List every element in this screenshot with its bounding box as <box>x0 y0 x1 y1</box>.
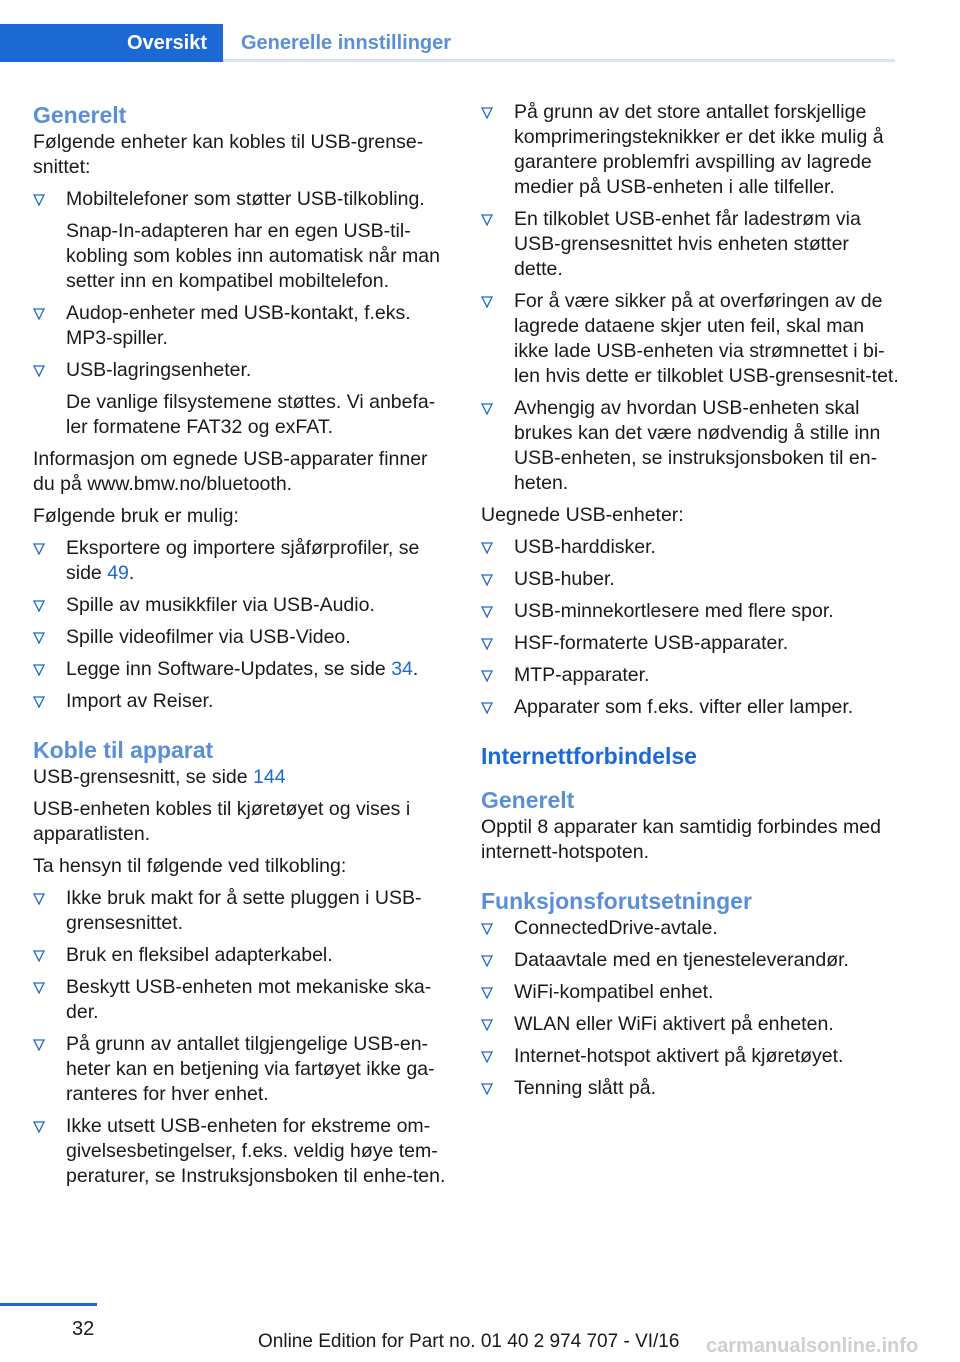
list-item-text: Mobiltelefoner som støtter USB-tilkobling. <box>66 188 425 210</box>
triangle-bullet-icon <box>481 606 493 618</box>
list-item <box>481 980 899 1005</box>
triangle-bullet-icon <box>481 1019 493 1031</box>
triangle-bullet-icon <box>481 702 493 714</box>
usb-notes-list <box>481 100 899 496</box>
triangle-bullet-icon <box>481 107 493 119</box>
list-item <box>481 1044 899 1069</box>
heading-generelt: Generelt <box>33 102 127 128</box>
list-item <box>33 187 453 294</box>
triangle-bullet-icon <box>481 923 493 935</box>
list-item <box>481 599 899 624</box>
list-item-text: Legge inn Software-Updates, se side <box>66 658 392 680</box>
list-item-text: WLAN eller WiFi aktivert på enheten. <box>514 1013 834 1035</box>
left-column <box>33 100 453 1196</box>
triangle-bullet-icon <box>33 1039 45 1051</box>
triangle-bullet-icon <box>33 950 45 962</box>
list-item-text: En tilkoblet USB-enhet får ladestrøm via USB-grensesnittet hvis enheten støtter dette. <box>514 208 861 280</box>
paragraph-hotspot: Opptil 8 apparater kan samtidig forbindes med internett-hotspoten. <box>481 816 881 863</box>
list-item-text: På grunn av det store antallet forskjellige komprimeringsteknikker er det ikke mulig å garantere problemfri avspilling av lagrede medier på USB-enheten i alle tilfeller. <box>514 101 884 198</box>
usage-list <box>33 536 453 714</box>
paragraph-info: Informasjon om egnede USB-apparater finner du på www.bmw.no/bluetooth. <box>33 448 428 495</box>
list-item <box>481 289 899 389</box>
list-item-text: Dataavtale med en tjenesteleverandør. <box>514 949 849 971</box>
list-item-text: Spille videofilmer via USB-Video. <box>66 626 351 648</box>
list-item <box>33 1032 453 1107</box>
triangle-bullet-icon <box>33 308 45 320</box>
heading-funksjonsforutsetninger: Funksjonsforutsetninger <box>481 888 752 914</box>
list-item-text-end: . <box>128 562 135 584</box>
list-item-text: HSF-formaterte USB-apparater. <box>514 632 789 654</box>
list-item <box>481 948 899 973</box>
heading-koble-til-apparat: Koble til apparat <box>33 737 214 763</box>
triangle-bullet-icon <box>33 982 45 994</box>
triangle-bullet-icon <box>33 632 45 644</box>
triangle-bullet-icon <box>481 574 493 586</box>
paragraph-notes: Ta hensyn til følgende ved tilkobling: <box>33 855 347 877</box>
usb-device-list <box>33 187 453 440</box>
header-divider <box>223 59 895 62</box>
triangle-bullet-icon <box>33 664 45 676</box>
triangle-bullet-icon <box>481 987 493 999</box>
list-item-text: Avhengig av hvordan USB-enheten skal brukes kan det være nødvendig å stille inn USB-enheten, se instruksjonsboken til en-heten. <box>514 397 881 494</box>
list-item-text: På grunn av antallet tilgjengelige USB-en-heter kan en betjening via fartøyet ikke ga-ranteres for hver enhet. <box>66 1033 435 1105</box>
paragraph-usb-interface <box>33 765 453 790</box>
list-item <box>481 567 899 592</box>
triangle-bullet-icon <box>481 403 493 415</box>
list-item <box>481 695 899 720</box>
list-item-text: Internet-hotspot aktivert på kjøretøyet. <box>514 1045 844 1067</box>
list-item <box>33 358 453 440</box>
list-item <box>33 943 453 968</box>
paragraph-usage: Følgende bruk er mulig: <box>33 505 239 527</box>
page-number: 32 <box>72 1318 95 1340</box>
list-item-text: MTP-apparater. <box>514 664 650 686</box>
list-item-text: USB-lagringsenheter. <box>66 359 252 381</box>
list-item-text: Import av Reiser. <box>66 690 214 712</box>
triangle-bullet-icon <box>33 600 45 612</box>
triangle-bullet-icon <box>33 365 45 377</box>
paragraph-unsuitable: Uegnede USB-enheter: <box>481 504 684 526</box>
tab-oversikt[interactable]: Oversikt <box>0 24 223 62</box>
list-item-text: USB-huber. <box>514 568 615 590</box>
list-item-text: Bruk en fleksibel adapterkabel. <box>66 944 333 966</box>
list-item <box>481 663 899 688</box>
list-item-subtext: Snap-In-adapteren har en egen USB-til-kobling som kobles inn automatisk når man setter inn en kompatibel mobiltelefon. <box>66 220 440 292</box>
triangle-bullet-icon <box>33 543 45 555</box>
triangle-bullet-icon <box>481 638 493 650</box>
triangle-bullet-icon <box>481 1083 493 1095</box>
triangle-bullet-icon <box>33 696 45 708</box>
footer-divider <box>0 1303 97 1306</box>
list-item <box>481 1076 899 1101</box>
list-item <box>481 207 899 282</box>
list-item <box>33 625 453 650</box>
list-item-text: WiFi-kompatibel enhet. <box>514 981 714 1003</box>
page-link-144[interactable]: 144 <box>253 766 286 788</box>
list-item-text: USB-harddisker. <box>514 536 656 558</box>
triangle-bullet-icon <box>481 1051 493 1063</box>
triangle-bullet-icon <box>33 194 45 206</box>
list-item <box>33 886 453 936</box>
triangle-bullet-icon <box>481 296 493 308</box>
page-link-34[interactable]: 34 <box>391 658 413 680</box>
list-item-text: Ikke utsett USB-enheten for ekstreme om-givelsesbetingelser, f.eks. veldig høye tem-peraturer, se Instruksjonsboken til enhe-ten. <box>66 1115 446 1187</box>
triangle-bullet-icon <box>481 955 493 967</box>
right-column <box>481 100 899 1108</box>
requirements-list <box>481 916 899 1101</box>
list-item <box>481 1012 899 1037</box>
list-item-text: Tenning slått på. <box>514 1077 657 1099</box>
triangle-bullet-icon <box>33 893 45 905</box>
paragraph-connected: USB-enheten kobles til kjøretøyet og vises i apparatlisten. <box>33 798 411 845</box>
triangle-bullet-icon <box>33 1121 45 1133</box>
heading-generelt-internet: Generelt <box>481 787 575 813</box>
list-item <box>481 916 899 941</box>
triangle-bullet-icon <box>481 670 493 682</box>
list-item-subtext: De vanlige filsystemene støttes. Vi anbefa-ler formatene FAT32 og exFAT. <box>66 391 436 438</box>
list-item <box>481 396 899 496</box>
list-item <box>33 1114 453 1189</box>
heading-internettforbindelse: Internettforbindelse <box>481 743 697 769</box>
list-item <box>481 535 899 560</box>
connection-notes-list <box>33 886 453 1189</box>
list-item <box>33 689 453 714</box>
list-item-text: Eksportere og importere sjåførprofiler, se side <box>66 537 420 584</box>
list-item <box>33 593 453 618</box>
edition-text: Online Edition for Part no. 01 40 2 974 707 - VI/16 <box>258 1331 680 1352</box>
tab-generelle-innstillinger[interactable]: Generelle innstillinger <box>241 32 452 54</box>
list-item-text: Beskytt USB-enheten mot mekaniske ska-der. <box>66 976 432 1023</box>
list-item-text: USB-minnekortlesere med flere spor. <box>514 600 834 622</box>
watermark: carmanualsonline.info <box>706 1335 919 1357</box>
list-item-text: Audop-enheter med USB-kontakt, f.eks. MP3-spiller. <box>66 302 411 349</box>
unsuitable-devices-list <box>481 535 899 720</box>
list-item <box>33 536 453 586</box>
page-header <box>0 24 895 62</box>
list-item <box>33 657 453 682</box>
paragraph-usb-intro: Følgende enheter kan kobles til USB-grense-snittet: <box>33 131 424 178</box>
list-item-text: For å være sikker på at overføringen av de lagrede dataene skjer uten feil, skal man ikke lade USB-enheten via strømnettet i bi-len hvis dette er tilkoblet USB-grensesnit-tet. <box>514 290 899 387</box>
page-link-49[interactable]: 49 <box>107 562 129 584</box>
list-item <box>33 301 453 351</box>
list-item-text: Apparater som f.eks. vifter eller lamper. <box>514 696 854 718</box>
list-item-text-end: . <box>412 658 419 680</box>
list-item-text: ConnectedDrive-avtale. <box>514 917 718 939</box>
list-item-text: Spille av musikkfiler via USB-Audio. <box>66 594 375 616</box>
paragraph-usb-interface-text: USB-grensesnitt, se side <box>33 766 254 788</box>
list-item-text: Ikke bruk makt for å sette pluggen i USB-grensesnittet. <box>66 887 422 934</box>
list-item <box>481 631 899 656</box>
list-item <box>481 100 899 200</box>
triangle-bullet-icon <box>481 214 493 226</box>
list-item <box>33 975 453 1025</box>
triangle-bullet-icon <box>481 542 493 554</box>
